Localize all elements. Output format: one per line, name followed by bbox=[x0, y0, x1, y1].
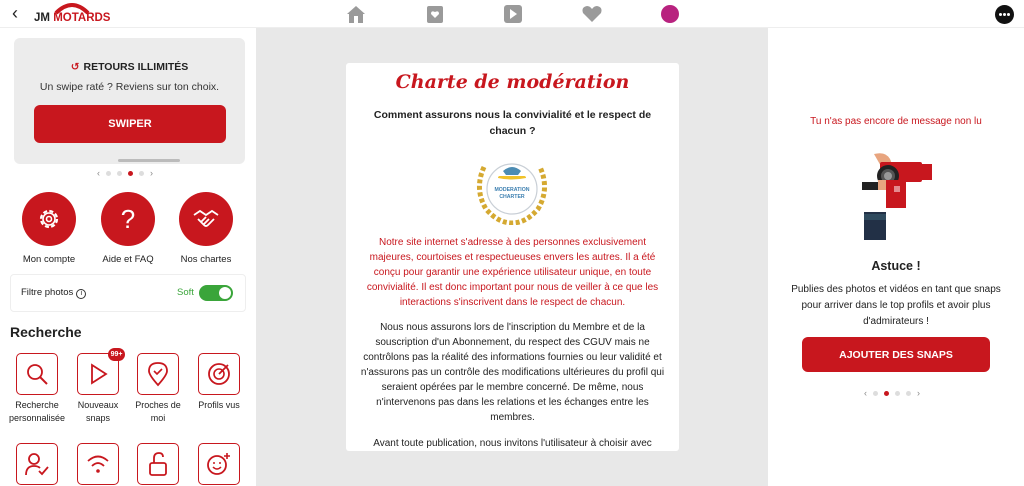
charters-button[interactable] bbox=[179, 192, 233, 246]
handshake-icon bbox=[192, 207, 220, 231]
faq-button[interactable] bbox=[101, 192, 155, 246]
carousel-next[interactable]: › bbox=[917, 388, 920, 398]
photo-filter-toggle[interactable] bbox=[199, 285, 233, 301]
user-check-icon bbox=[24, 451, 50, 477]
carousel-dot[interactable] bbox=[139, 171, 144, 176]
custom-search-label: Recherche personnalisée bbox=[8, 400, 66, 423]
heart-icon[interactable] bbox=[581, 4, 603, 24]
matches-button[interactable] bbox=[16, 443, 58, 485]
question-icon: ? bbox=[120, 203, 136, 234]
location-icon bbox=[145, 361, 171, 387]
info-icon[interactable]: i bbox=[76, 289, 86, 299]
nearby-label: Proches de moi bbox=[135, 400, 181, 423]
account-button[interactable] bbox=[22, 192, 76, 246]
add-snaps-button[interactable]: AJOUTER DES SNAPS bbox=[802, 337, 990, 372]
tip-carousel-dots bbox=[864, 388, 920, 398]
tip-text: Publies des photos et vidéos en tant que snaps pour arriver dans le top profils et avoir plus d'admirateurs ! bbox=[791, 284, 1001, 327]
cards-icon[interactable] bbox=[424, 4, 446, 24]
gear-icon bbox=[36, 206, 62, 232]
photo-filter-label: Filtre photos bbox=[21, 287, 74, 298]
charter-paragraph-publication: Avant toute publication, nous invitons l'utilisateur à choisir avec bbox=[373, 438, 652, 449]
promo-subtitle: Un swipe raté ? Reviens sur ton choix. bbox=[39, 81, 220, 93]
left-sidebar bbox=[0, 28, 256, 486]
new-snaps-badge: 99+ bbox=[108, 348, 125, 361]
carousel-dot[interactable] bbox=[106, 171, 111, 176]
medal-line2: CHARTER bbox=[499, 194, 525, 200]
top-bar bbox=[0, 0, 1024, 28]
medal-line1: MODERATION bbox=[494, 187, 530, 193]
tip-title: Astuce ! bbox=[871, 259, 921, 273]
search-section-title: Recherche bbox=[10, 324, 82, 340]
charter-question: Comment assurons nous la convivialité et le respect de chacun ? bbox=[373, 109, 652, 137]
carousel-next[interactable]: › bbox=[150, 168, 153, 178]
carousel-prev[interactable]: ‹ bbox=[97, 168, 100, 178]
viewed-profiles-button[interactable] bbox=[198, 353, 240, 395]
charter-title: Charte de modération bbox=[395, 71, 630, 93]
eye-target-icon bbox=[206, 361, 232, 387]
swiper-button[interactable]: SWIPER bbox=[34, 105, 226, 143]
carousel-dot[interactable] bbox=[117, 171, 122, 176]
nearby-button[interactable] bbox=[137, 353, 179, 395]
center-panel bbox=[256, 28, 768, 486]
photo-filter-value: Soft bbox=[177, 287, 194, 298]
carousel-prev[interactable]: ‹ bbox=[864, 388, 867, 398]
logo-jm: JM bbox=[34, 12, 50, 24]
profile-avatar[interactable] bbox=[659, 4, 681, 24]
add-friend-button[interactable] bbox=[198, 443, 240, 485]
carousel-dot-active[interactable] bbox=[128, 171, 133, 176]
home-icon[interactable] bbox=[345, 4, 367, 24]
promo-card bbox=[14, 38, 245, 164]
undo-icon: ↺ bbox=[70, 61, 80, 73]
scroll-handle[interactable] bbox=[118, 159, 180, 162]
new-snaps-label: Nouveaux snaps bbox=[77, 400, 119, 423]
charters-label: Nos chartes bbox=[180, 254, 232, 265]
viewed-profiles-label: Profils vus bbox=[198, 400, 240, 410]
search-icon bbox=[24, 361, 50, 387]
online-icon bbox=[85, 451, 111, 477]
moderation-charter-card[interactable] bbox=[346, 63, 679, 451]
logo-motards: MOTARDS bbox=[53, 12, 111, 24]
carousel-dot-active[interactable] bbox=[884, 391, 889, 396]
custom-search-button[interactable] bbox=[16, 353, 58, 395]
photo-filter-row bbox=[10, 274, 246, 312]
unlocked-button[interactable] bbox=[137, 443, 179, 485]
right-panel bbox=[768, 28, 1024, 486]
logo[interactable] bbox=[34, 1, 114, 27]
carousel-dot[interactable] bbox=[906, 391, 911, 396]
online-button[interactable] bbox=[77, 443, 119, 485]
smiley-plus-icon bbox=[206, 451, 232, 477]
no-message-text: Tu n'as pas encore de message non lu bbox=[810, 116, 982, 127]
faq-label: Aide et FAQ bbox=[102, 254, 154, 265]
unlock-icon bbox=[145, 451, 171, 477]
chevron-left-icon[interactable]: ‹ bbox=[12, 3, 18, 23]
promo-title: RETOURS ILLIMITÉS bbox=[83, 61, 189, 73]
carousel-dot[interactable] bbox=[873, 391, 878, 396]
moderation-charter-medal-icon bbox=[470, 151, 554, 225]
play-icon bbox=[85, 361, 111, 387]
account-label: Mon compte bbox=[22, 254, 76, 265]
video-camera-illustration-icon bbox=[860, 152, 932, 240]
chat-icon[interactable] bbox=[995, 5, 1014, 24]
promo-carousel-dots bbox=[97, 168, 153, 178]
charter-paragraph-registration: Nous nous assurons lors de l'inscription du Membre et de la souscription d'un Abonnement, du respect des CGUV mais ne contrôlons pas la réalité des informations fournies ou leur validité et n'assurons pas un contrôle des modifications ultérieures du profil qui seraient opérées par le membre concerné. De même, nous n'intervenons pas dans les relations et les échanges entre les membres. bbox=[360, 322, 665, 423]
charter-paragraph-intro: Notre site internet s'adresse à des personnes exclusivement majeures, courtoises et respectueuses envers les autres. Il a été conçu pour garantir une expérience utilisateur unique, en toute convivialité. Il est donc important pour nous de veiller à ce que les interactions s'inscrivent dans le respect de chacun. bbox=[366, 237, 659, 308]
carousel-dot[interactable] bbox=[895, 391, 900, 396]
play-icon[interactable] bbox=[502, 4, 524, 24]
